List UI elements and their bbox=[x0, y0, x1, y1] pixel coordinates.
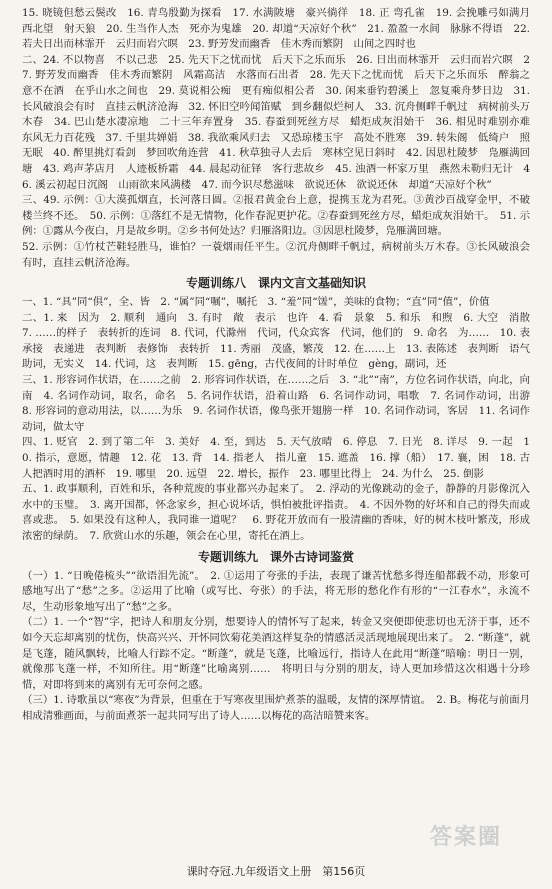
section-title-poetry-appreciation: 专题训练九 课外古诗词鉴赏 bbox=[197, 549, 354, 564]
answer-paragraph: 五、1. 政事顺利，百姓和乐，各种荒废的事业都兴办起来了。 2. 浮动的光像跳动的金子，静静的月影像沉入水中的玉璧。 3. 离开国都，怀念家乡，担心说坏话，惧怕被批评指责。 4. 不因外物的好坏和自己的得失而或喜或悲。 5. 如果没有这种人，我同谁一道呢？ 6. 野花开放而有一股清幽的香味，好的树木枝叶繁茂，形成浓密的绿荫。 7. 欣赏山水的乐趣，领会在心里，寄托在酒上。 bbox=[22, 483, 530, 542]
answer-paragraph: 四、1. 贬官 2. 到了第二年 3. 美好 4. 至，到达 5. 天气放晴 6. 停息 7. 日光 8. 详尽 9. 一起 10. 指示，意愿，情趣 12. 花 13. 背 14. 指老人 指儿童 15. 遮盖 16. 撑（船） 17. 襄，困 18. 古人把酒时用的酒杯 19. 哪里 20. 远望 22. 增长，振作 23. 哪里比得上 24. 为什么 25. 倒影 bbox=[22, 436, 530, 480]
answer-paragraph: （一）1. “日晚倦梳头”“欲语泪先流”。 2. ①运用了夸张的手法，表现了谦苦忧愁多得连船都载不动，形象可感地写出了“愁”之多。②运用了比喻（或写比、夸张）的手法，将无形的愁化作有形的“一江春水”，永流不尽，生动形象地写出了“愁”之多。 bbox=[22, 569, 530, 613]
answer-paragraph: 三、1. 形容词作状语，在……之前 2. 形容词作状语，在……之后 3. “北”“南”，方位名词作状语，向北，向南 4. 名词作动词，取名，命名 5. 名词作状语，沿着山路 6. 名词作动词，唱歌 7. 名词作动词，出游 8. 形容词的意动用法，以……为乐 9. 名词作状语，像鸟张开翅膀一样 10. 名词作动词，客居 11. 名词作动词，做太守 bbox=[22, 374, 541, 433]
poetry-appreciation-answers bbox=[22, 569, 530, 725]
poetry-recitation-answers bbox=[22, 6, 541, 271]
classical-chinese-answers bbox=[22, 295, 541, 545]
answer-paragraph: （二）1. 一个“智”字，把诗人和朋友分别，想要诗人的情怀写了起来，转金又突便即使悲切也无济于事，还不如今天忘却离别的忧伤，快高兴兴、开怀同饮菊花美酒这样复杂的情感活灵活现地展现出来了。 2. “断蓬”，就是飞蓬，随风飘转，比喻人行踪不定。“断蓬”，就是飞蓬，比喻远行，指诗人在此用“断蓬”暗喻：明日一别，就像那飞蓬一样，不知所往。用“断蓬”比喻离别…… 将明日与分别的朋友，诗人更加珍惜这次相遇十分珍惜，对即将到来的离别有无可奈何之感。 bbox=[22, 616, 530, 691]
answer-paragraph: 15. 晓镜但愁云鬓改 16. 青鸟殷勤为探看 17. 水满陂塘 豪兴徜徉 18. 正 弯孔雀 19. 会挽雕弓如满月 西北望 射天狼 20. 生当作人杰 死亦为鬼雄 20. 却道“天凉好个秋” 21. 盈盈一水间 脉脉不得语 22. 若夫日出而林霏开 云归而岩穴暝 23. 野芳发而幽香 佳木秀而繁阴 山间之四时也 bbox=[22, 7, 541, 51]
answer-paragraph: （三）1. 诗歌虽以“寒夜”为背景，但重在于写寒夜里围炉煮茶的温暖，友情的深厚情谊。 2. B。梅花与前面月相成清雅画面，与前面煮茶一起共同写出了诗人……以梅花的高洁暗赞来客。 bbox=[22, 694, 530, 722]
page-footer: 课时夺冠.九年级语文上册 第156页 bbox=[186, 865, 366, 878]
answer-paragraph: 二、1. 来 因为 2. 顺利 通向 3. 有时 敞 表示 也许 4. 看 景象 5. 和乐 和煦 6. 大空 消散 7. ……的样子 表转折的连词 8. 代词，代滁州 代词，代众宾客 代词，他们的 9. 命名 为…… 10. 表承接 表递进 表判断 表修饰 表转折 11. 秀丽 茂盛，繁茂 12. 在……上 13. 表陈述 表判断 语气助词，无实义 14. 代词，这 表判断 15. gēng，古代夜间的计时单位 gèng，副词，还 bbox=[22, 311, 541, 371]
watermark-stamp: 答案圈 bbox=[429, 825, 502, 850]
answer-paragraph: 52. 示例：①竹杖芒鞋轻胜马，谁怕？一蓑烟雨任平生。②沉舟侧畔千帆过，病树前头万木春。③长风破浪会有时，直挂云帆济沧海。 bbox=[22, 240, 530, 269]
answer-paragraph: 二、24. 不以物喜 不以己悲 25. 先天下之忧而忧 后天下之乐而乐 26. 日出而林霏开 云归而岩穴暝 27. 野芳发而幽香 佳木秀而繁阴 风霜高洁 水落而石出者 28. 先天下之忧而忧 后天下之乐而乐 醉翁之意不在酒 在乎山水之间也 29. 莫说相公痴 更有痴似相公者 30. 闲来垂钓碧溪上 忽复乘舟梦日边 31. 长风破浪会有时 直挂云帆济沧海 32. 怀旧空吟闻笛赋 到乡翻似烂柯人 33. 沉舟侧畔千帆过 病树前头万木春 34. 巴山楚水凄凉地 二十三年弃置身 35. 春蚕到死丝方尽 蜡炬成灰泪始干 36. 相见时难别亦难 东风无力百花残 37. 千里共婵娟 38. 我欲乘风归去 又恐琼楼玉宇 高处不胜寒 39. 转朱阁 低绮户 照无眠 40. 醉里挑灯看剑 梦回吹角连营 41. 秋草独寻人去后 寒林空见日斜时 42. 因思杜陵梦 凫雁满回塘 43. 鸡声茅店月 人迹板桥霜 44. 晨起动征铎 客行悲故乡 45. 浊酒一杯家万里 燕然未勒归无计 46. 溪云初起日沉阁 山雨欲来风满楼 47. 而今识尽愁滋味 欲说还休 欲说还休 却道“天凉好个秋” bbox=[22, 53, 541, 191]
answer-paragraph: 三、49. 示例：①大漠孤烟直，长河落日圆。②报君黄金台上意，提携玉龙为君死。③黄沙百战穿金甲，不破楼兰终不还。 50. 示例：①落红不是无情物，化作春泥更护花。②春蚕到死丝方尽，蜡炬成灰泪始干。 51. 示例：①露从今夜白，月是故乡明。②乡书何处达？归雁洛阳边。③因思杜陵梦，凫雁满回塘。 bbox=[22, 194, 530, 238]
answer-paragraph: 一、1. “具”同“俱”，全、皆 2. “属”同“嘱”，嘱托 3. “羞”同“馐”，美味的食物；“直”同“值”，价值 bbox=[22, 296, 490, 309]
section-title-classical-chinese: 专题训练八 课内文言文基础知识 bbox=[185, 276, 366, 291]
